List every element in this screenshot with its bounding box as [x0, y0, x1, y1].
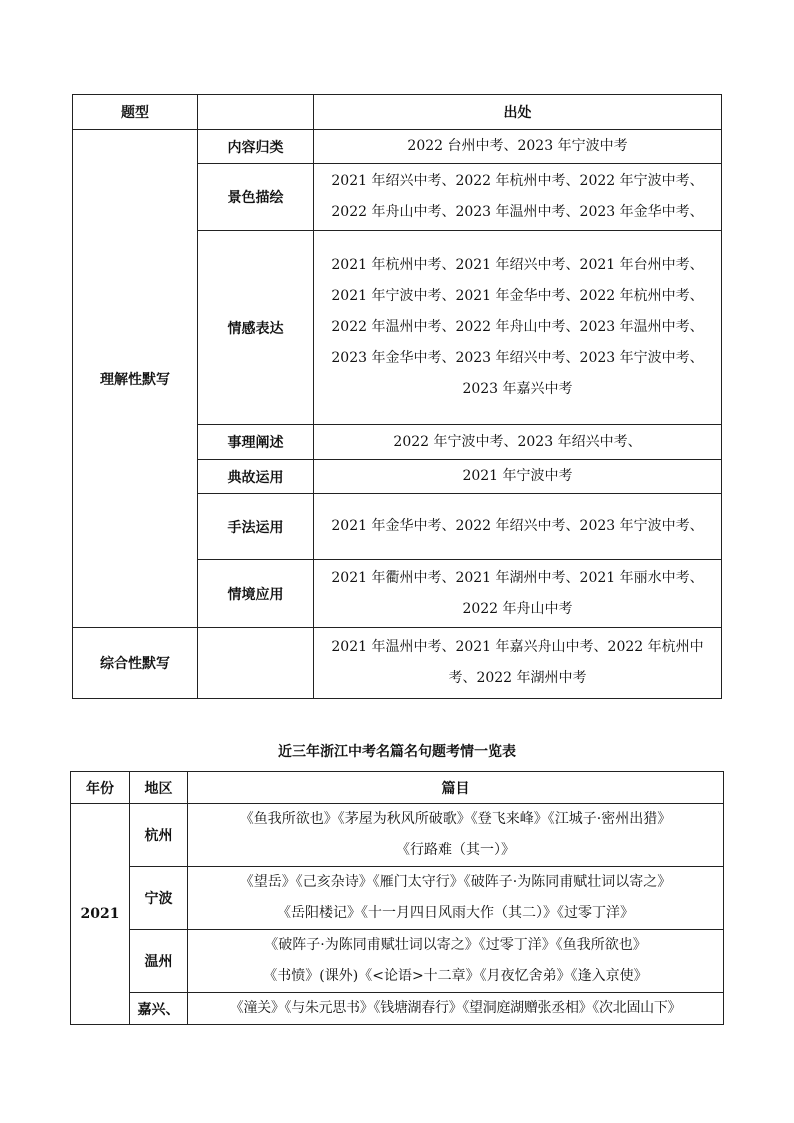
- source-cell: [314, 494, 722, 560]
- header-texts: 篇目: [188, 772, 724, 804]
- header-question-type: 题型: [73, 95, 198, 130]
- subtype-cell: 内容归类: [198, 130, 314, 164]
- year-cell: 2021: [71, 804, 130, 1025]
- table-row: [71, 867, 724, 930]
- table-row: [71, 930, 724, 993]
- source-cell: [314, 460, 722, 494]
- source-cell: [314, 425, 722, 460]
- source-line: 2021 年衢州中考、2021 年湖州中考、2021 年丽水中考、: [331, 569, 704, 586]
- subtype-cell: 情境应用: [198, 560, 314, 628]
- region-cell: 温州: [130, 930, 188, 993]
- recent-exams-table: [70, 771, 724, 1025]
- texts-cell: [188, 930, 724, 993]
- source-line: 2021 年金华中考、2022 年绍兴中考、2023 年宁波中考、: [331, 518, 704, 534]
- subtype-cell: 情感表达: [198, 231, 314, 425]
- source-cell: [314, 231, 722, 425]
- table2-title: 近三年浙江中考名篇名句题考情一览表: [278, 744, 516, 760]
- subtype-cell: [198, 628, 314, 699]
- header-blank: [198, 95, 314, 130]
- source-cell: [314, 560, 722, 628]
- source-line: 考、2022 年湖州中考: [448, 670, 587, 686]
- subtype-cell: 典故运用: [198, 460, 314, 494]
- text-line: 《破阵子·为陈同甫赋壮词以寄之》《过零丁洋》《鱼我所欲也》: [264, 937, 647, 953]
- source-line: 2022 年舟山中考、2023 年温州中考、2023 年金华中考、: [331, 204, 704, 220]
- source-line: 2022 台州中考、2023 年宁波中考: [407, 138, 628, 154]
- source-line: 2021 年宁波中考、2021 年金华中考、2022 年杭州中考、: [331, 288, 704, 304]
- category-comprehension: 理解性默写: [73, 130, 198, 628]
- source-cell: [314, 130, 722, 164]
- texts-cell: [188, 867, 724, 930]
- table-row: [73, 628, 722, 699]
- header-region: 地区: [130, 772, 188, 804]
- exam-source-table: [72, 94, 722, 699]
- texts-cell: [188, 804, 724, 867]
- region-cell: 宁波: [130, 867, 188, 930]
- subtype-cell: 手法运用: [198, 494, 314, 560]
- text-line: 《书愤》(课外)《<论语>十二章》《月夜忆舍弟》《逢入京使》: [263, 968, 648, 984]
- subtype-cell: 景色描绘: [198, 164, 314, 231]
- table-header-row: [73, 95, 722, 130]
- header-year: 年份: [71, 772, 130, 804]
- text-line: 《行路难（其一）》: [396, 842, 515, 858]
- category-comprehensive: 综合性默写: [73, 628, 198, 699]
- table-header-row: [71, 772, 724, 804]
- region-cell: 嘉兴、: [130, 993, 188, 1025]
- table-row: [73, 130, 722, 164]
- source-line: 2021 年杭州中考、2021 年绍兴中考、2021 年台州中考、: [331, 257, 704, 273]
- text-line: 《望岳》《己亥杂诗》《雁门太守行》《破阵子·为陈同甫赋壮词以寄之》: [239, 874, 672, 890]
- source-line: 2023 年金华中考、2023 年绍兴中考、2023 年宁波中考、: [331, 350, 704, 366]
- texts-cell: [188, 993, 724, 1025]
- source-line: 2021 年绍兴中考、2022 年杭州中考、2022 年宁波中考、: [331, 173, 704, 189]
- source-cell: [314, 628, 722, 699]
- source-line: 2022 年舟山中考: [462, 600, 573, 617]
- source-line: 2022 年宁波中考、2023 年绍兴中考、: [393, 433, 642, 450]
- source-line: 2023 年嘉兴中考: [462, 381, 573, 397]
- source-line: 2021 年温州中考、2021 年嘉兴舟山中考、2022 年杭州中: [331, 639, 704, 655]
- subtype-cell: 事理阐述: [198, 425, 314, 460]
- text-line: 《岳阳楼记》《十一月四日风雨大作（其二）》《过零丁洋》: [277, 905, 634, 921]
- source-line: 2022 年温州中考、2022 年舟山中考、2023 年温州中考、: [331, 319, 704, 335]
- region-cell: 杭州: [130, 804, 188, 867]
- text-line: 《鱼我所欲也》《茅屋为秋风所破歌》《登飞来峰》《江城子·密州出猎》: [239, 811, 672, 827]
- header-source: 出处: [314, 95, 722, 130]
- table-row: [71, 804, 724, 867]
- source-line: 2021 年宁波中考: [462, 468, 573, 484]
- table-row: [71, 993, 724, 1025]
- text-line: 《潼关》《与朱元思书》《钱塘湖春行》《望洞庭湖赠张丞相》《次北固山下》: [229, 1000, 682, 1016]
- source-cell: [314, 164, 722, 231]
